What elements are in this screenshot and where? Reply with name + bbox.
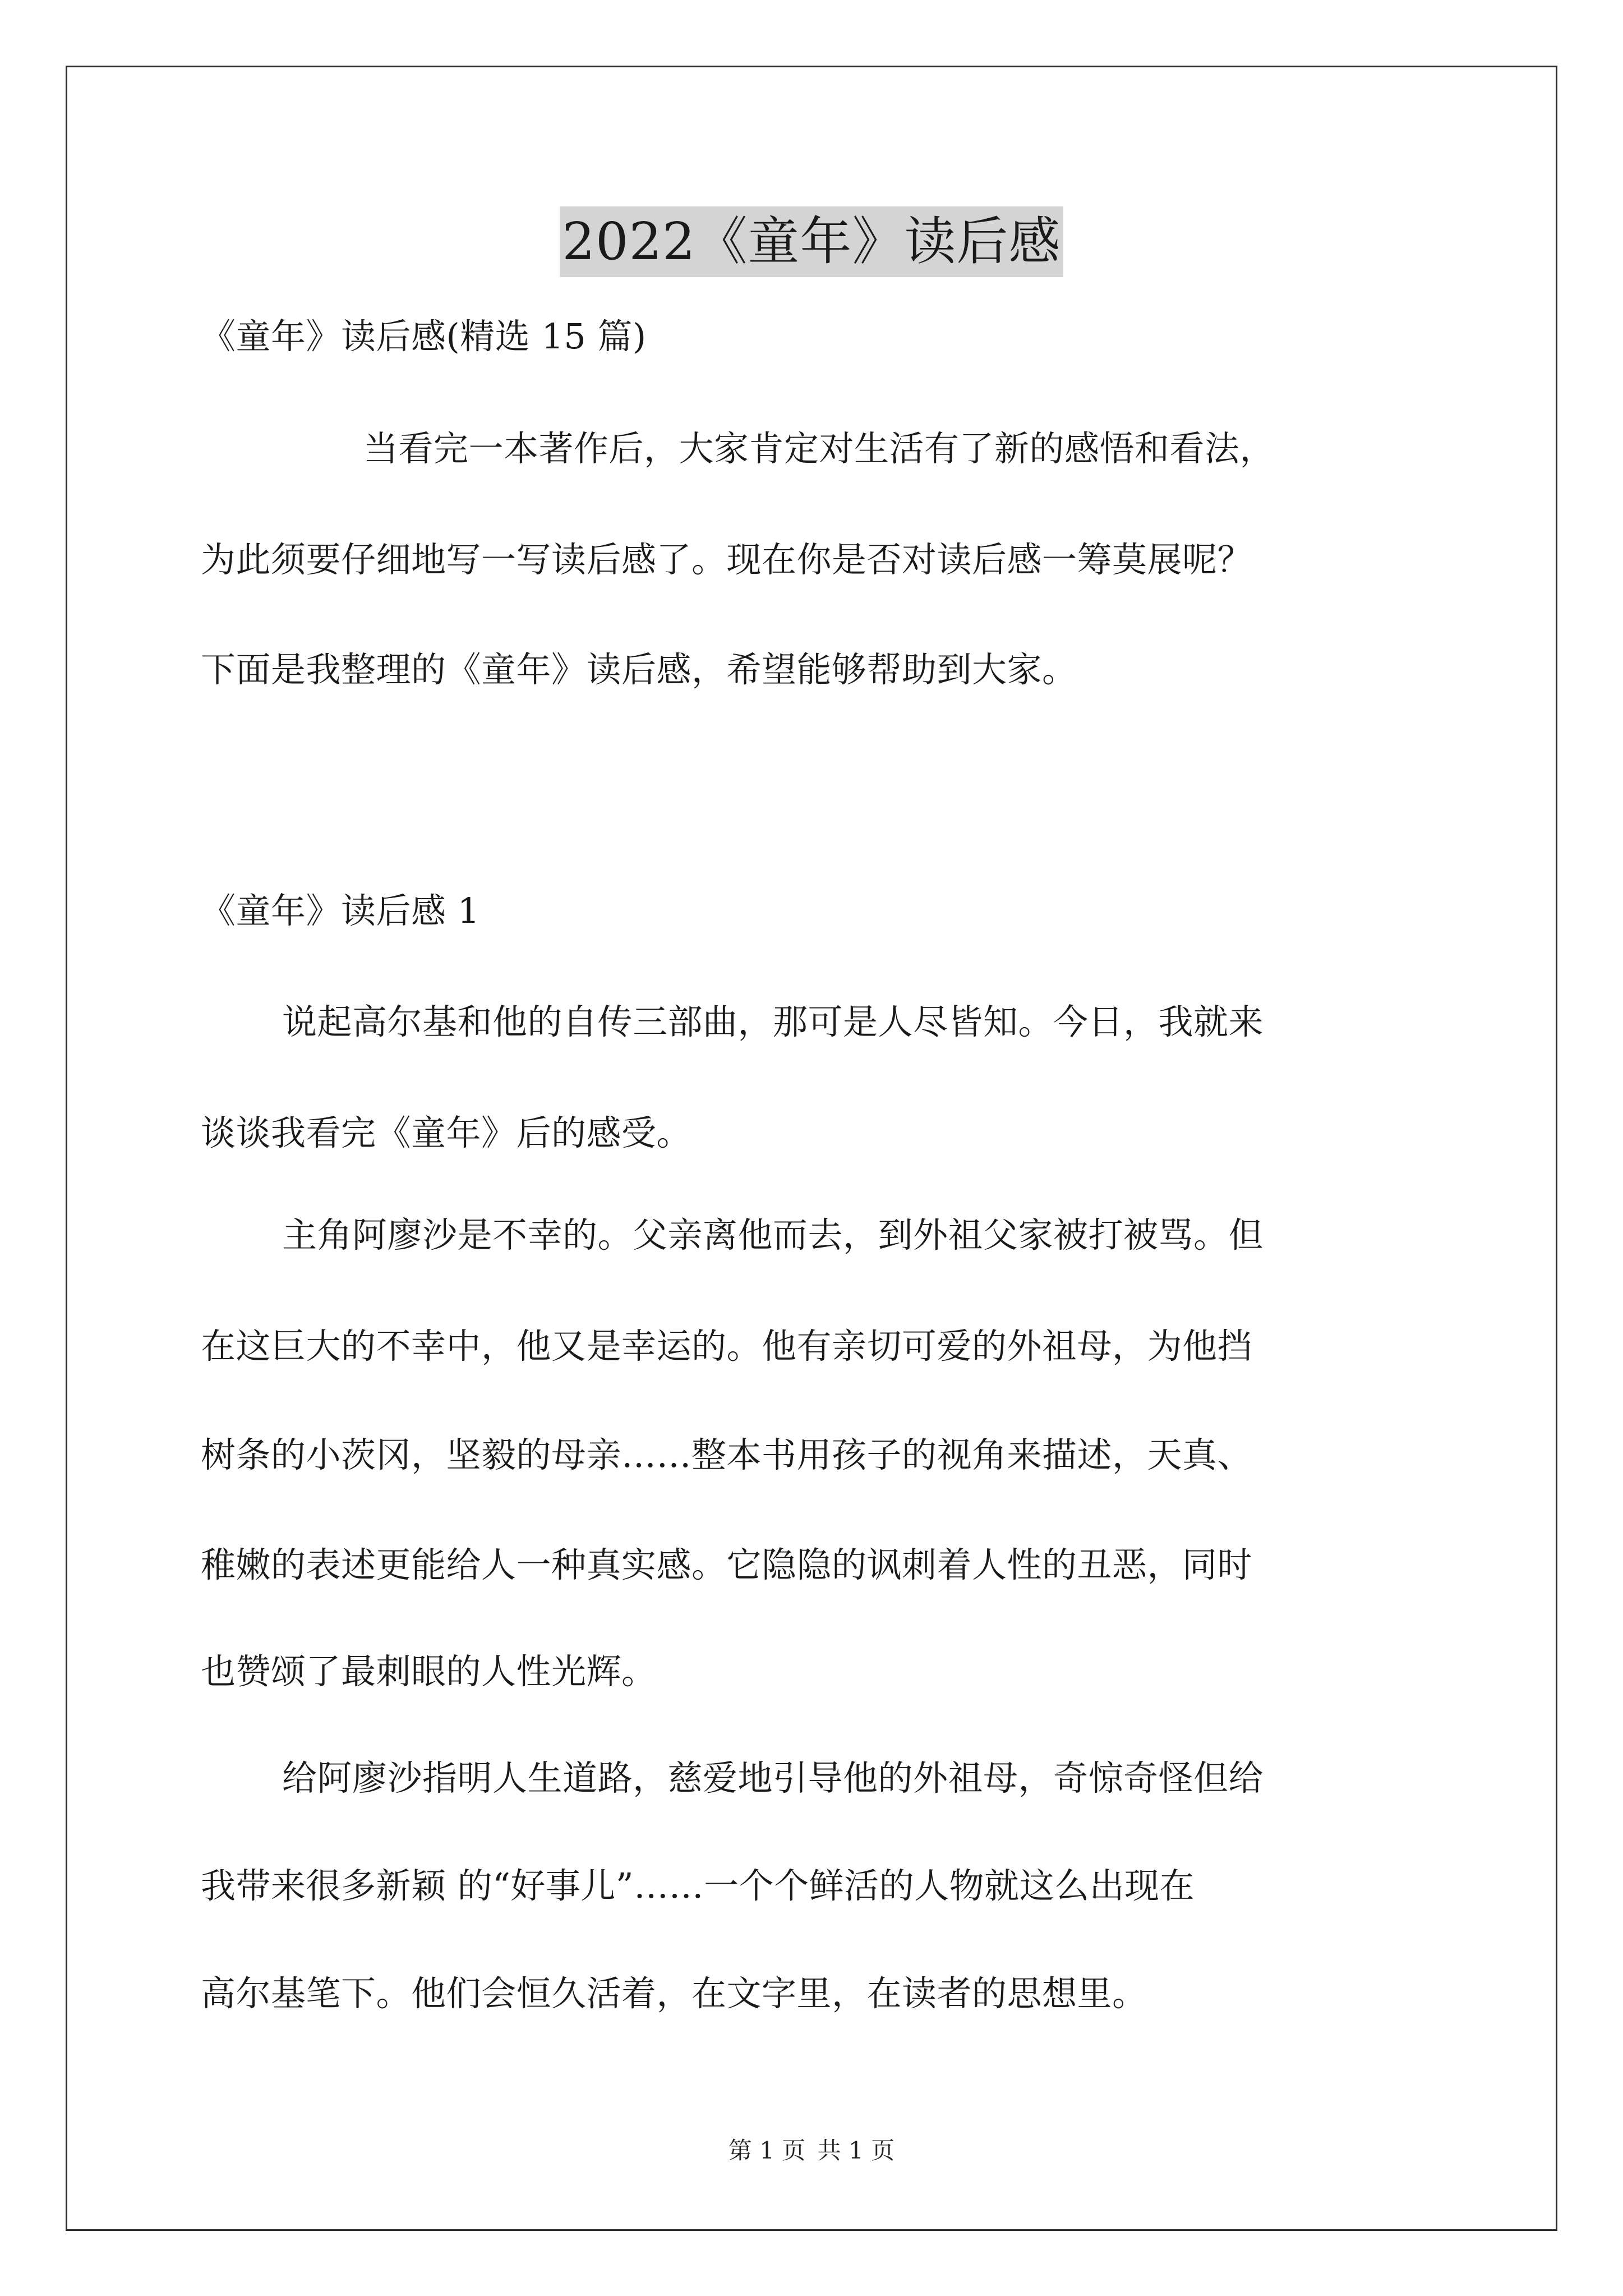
paragraph-line: 当看完一本著作后，大家肯定对生活有了新的感悟和看法， — [363, 428, 1275, 469]
paragraph-line: 下面是我整理的《童年》读后感，希望能够帮助到大家。 — [201, 649, 1077, 690]
paragraph-line: 树条的小茨冈，坚毅的母亲……整本书用孩子的视角来描述，天真、 — [201, 1434, 1253, 1475]
paragraph-line: 高尔基笔下。他们会恒久活着，在文字里，在读者的思想里。 — [201, 1973, 1147, 2014]
page-number: 第 1 页 — [728, 2137, 806, 2164]
section-heading: 《童年》读后感 1 — [201, 890, 480, 931]
title-container — [0, 206, 1623, 277]
paragraph-line: 我带来很多新颖 的“好事儿”……一个个鲜活的人物就这么出现在 — [201, 1865, 1195, 1906]
paragraph-line: 也赞颂了最刺眼的人性光辉。 — [201, 1651, 657, 1692]
paragraph-line: 说起高尔基和他的自传三部曲，那可是人尽皆知。今日，我就来 — [282, 1001, 1264, 1042]
paragraph-line: 给阿廖沙指明人生道路，慈爱地引导他的外祖母，奇惊奇怪但给 — [282, 1757, 1264, 1798]
paragraph-line: 主角阿廖沙是不幸的。父亲离他而去，到外祖父家被打被骂。但 — [282, 1214, 1264, 1255]
page-footer — [0, 2135, 1623, 2166]
document-title: 2022《童年》读后感 — [560, 206, 1063, 277]
paragraph-line: 在这巨大的不幸中，他又是幸运的。他有亲切可爱的外祖母，为他挡 — [201, 1326, 1253, 1366]
paragraph-line: 谈谈我看完《童年》后的感受。 — [201, 1112, 692, 1153]
paragraph-line: 为此须要仔细地写一写读后感了。现在你是否对读后感一筹莫展呢？ — [201, 539, 1253, 580]
page-total: 共 1 页 — [817, 2137, 895, 2164]
subtitle: 《童年》读后感(精选 15 篇) — [201, 316, 647, 357]
paragraph-line: 稚嫩的表述更能给人一种真实感。它隐隐的讽刺着人性的丑恶，同时 — [201, 1544, 1253, 1585]
